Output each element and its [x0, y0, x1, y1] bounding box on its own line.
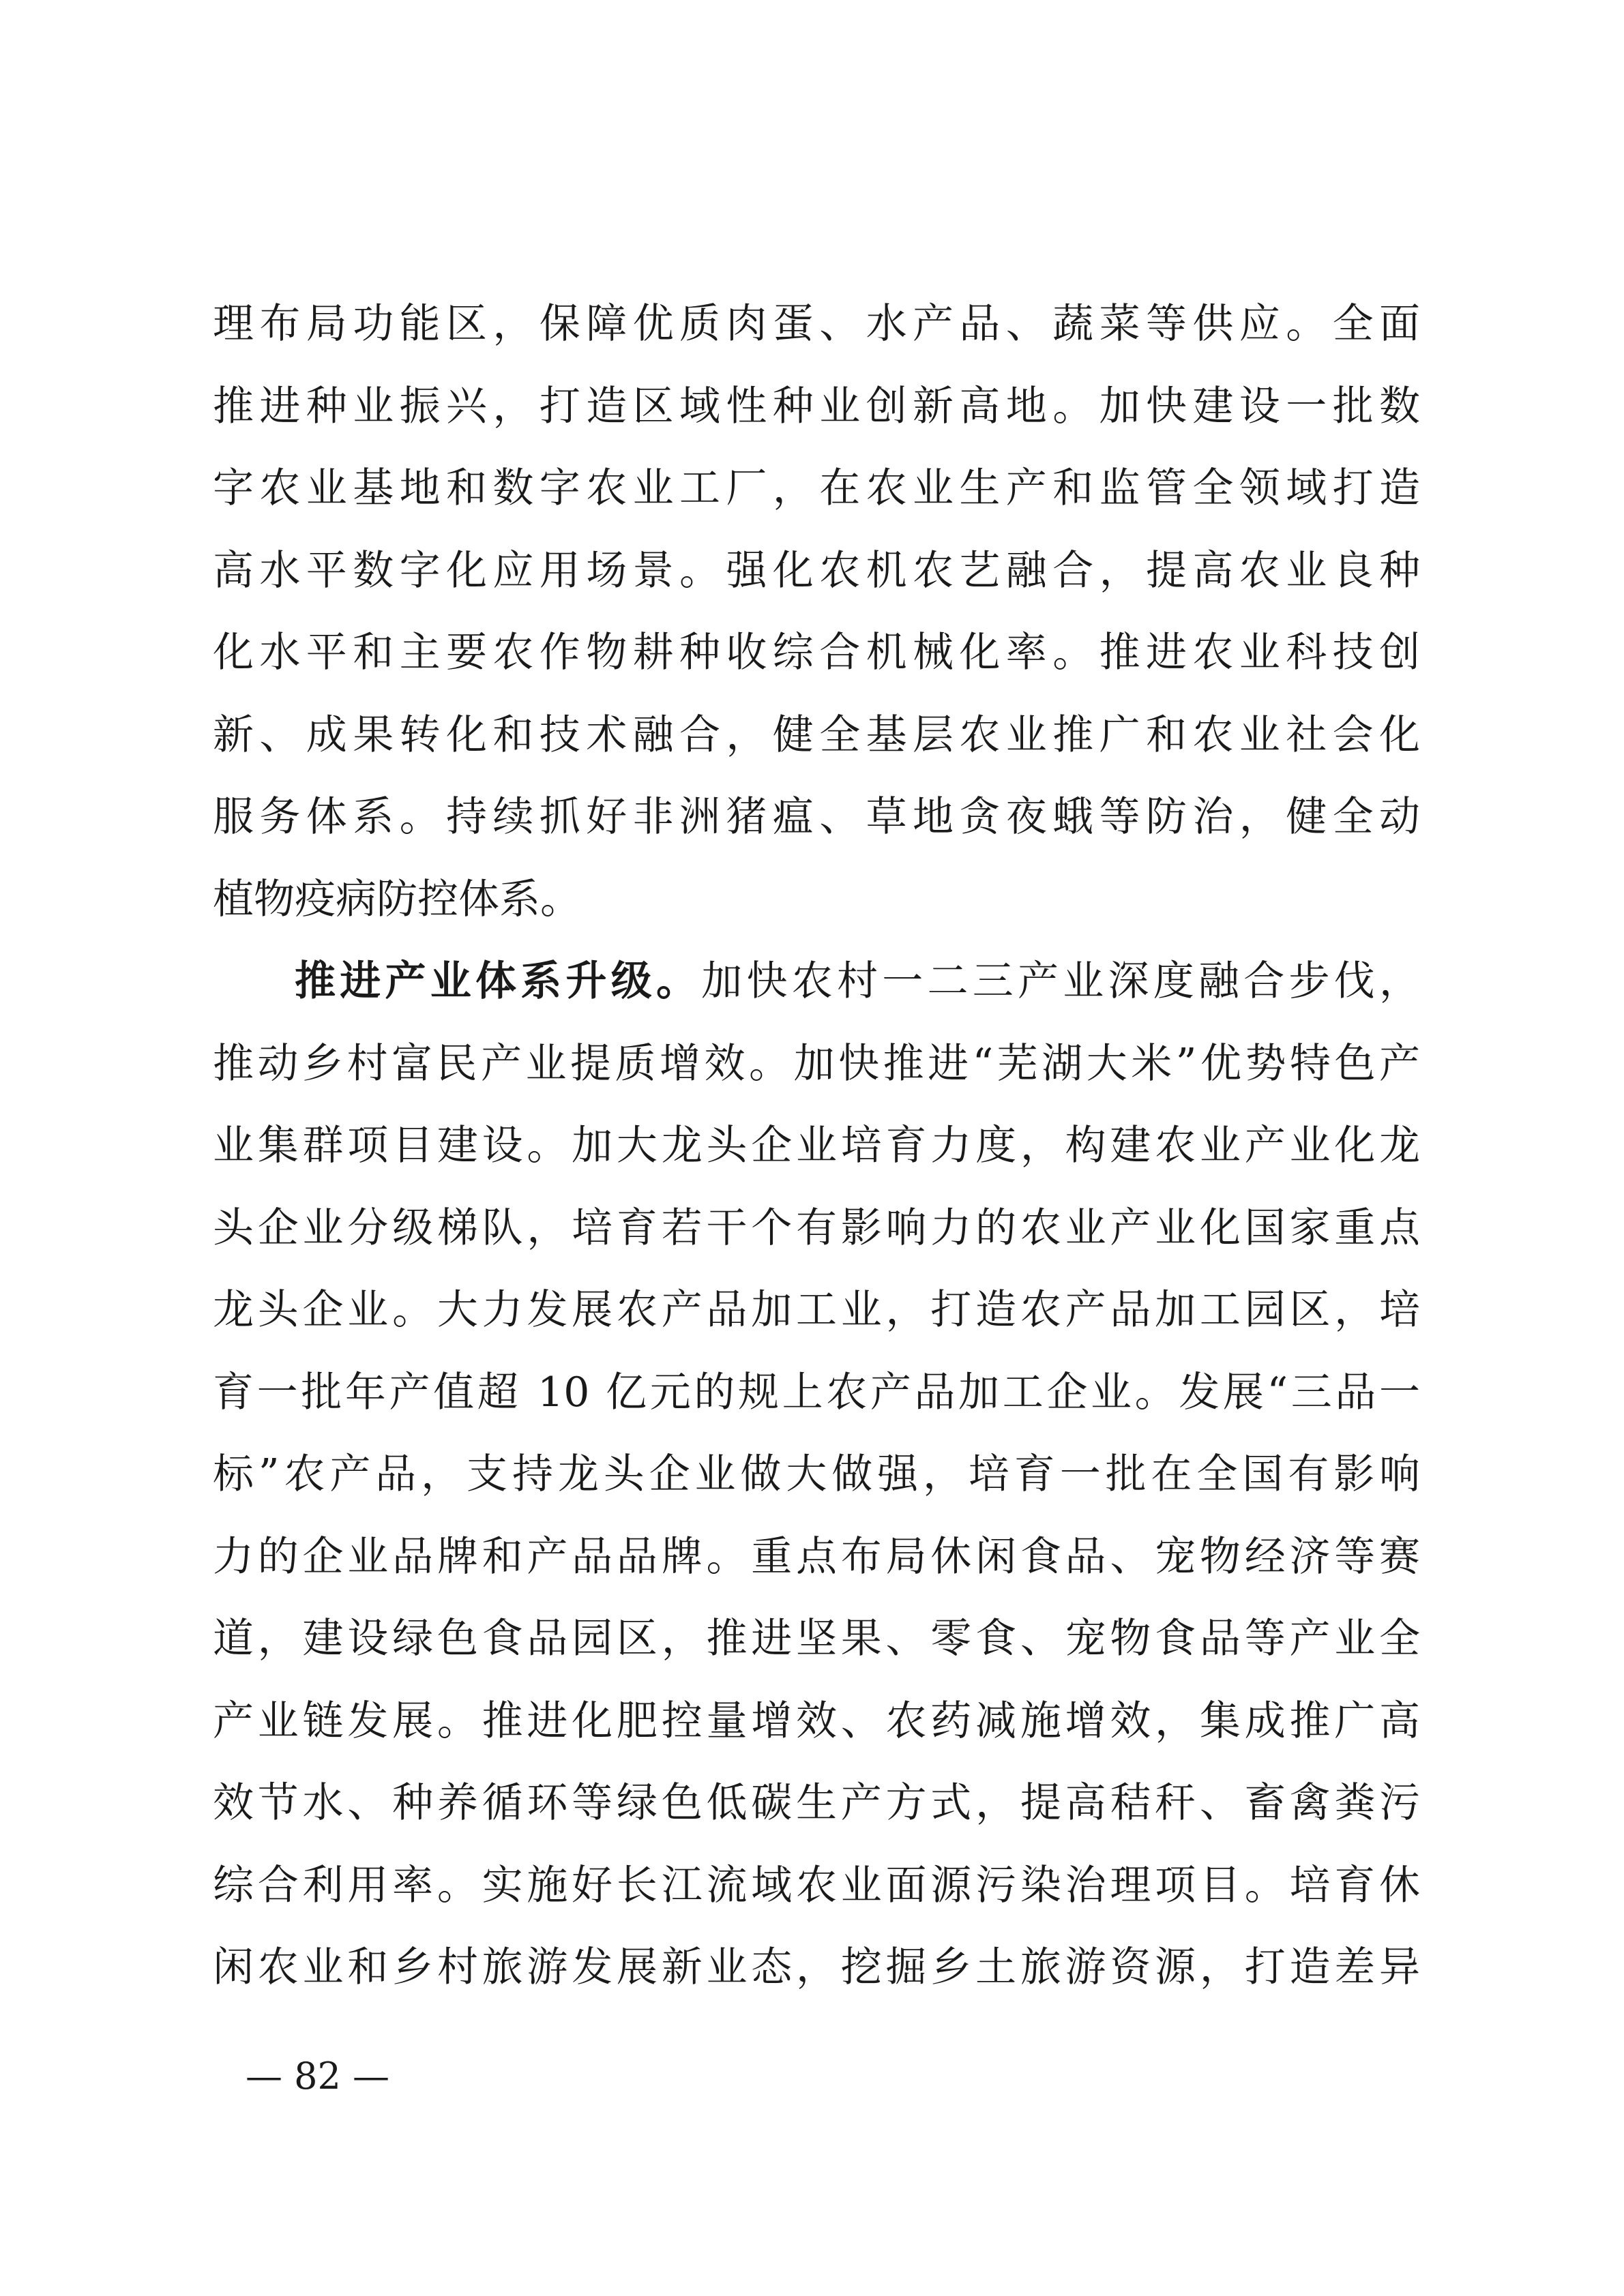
paragraph-line: 推进种业振兴，打造区域性种业创新高地。加快建设一批数	[213, 383, 1420, 430]
paragraph-line: 头企业分级梯队，培育若干个有影响力的农业产业化国家重点	[213, 1204, 1420, 1252]
paragraph-line: 龙头企业。大力发展农产品加工业，打造农产品加工园区，培	[213, 1286, 1420, 1334]
paragraph-line: 新、成果转化和技术融合，健全基层农业推广和农业社会化	[213, 711, 1420, 759]
paragraph-line: 化水平和主要农作物耕种收综合机械化率。推进农业科技创	[213, 629, 1420, 676]
page-number: — 82 —	[246, 2055, 390, 2098]
paragraph-line: 业集群项目建设。加大龙头企业培育力度，构建农业产业化龙	[213, 1122, 1420, 1169]
paragraph-line: 综合利用率。实施好长江流域农业面源污染治理项目。培育休	[213, 1862, 1420, 1909]
paragraph-line: 推动乡村富民产业提质增效。加快推进“芜湖大米”优势特色产	[213, 1040, 1420, 1088]
paragraph-line: 力的企业品牌和产品品牌。重点布局休闲食品、宠物经济等赛	[213, 1533, 1420, 1581]
paragraph-line: 闲农业和乡村旅游发展新业态，挖掘乡土旅游资源，打造差异	[213, 1943, 1420, 1991]
paragraph-line: 服务体系。持续抓好非洲猪瘟、草地贪夜蛾等防治，健全动	[213, 793, 1420, 841]
paragraph-first-line	[295, 940, 1420, 1022]
paragraph-line: 育一批年产值超 10 亿元的规上农产品加工企业。发展“三品一	[213, 1369, 1420, 1416]
paragraph-line: 道，建设绿色食品园区，推进坚果、零食、宠物食品等产业全	[213, 1615, 1420, 1663]
paragraph-line: 植物疫病防控体系。	[213, 876, 581, 923]
paragraph-line: 产业链发展。推进化肥控量增效、农药减施增效，集成推广高	[213, 1697, 1420, 1745]
paragraph-text: 加快农村一二三产业深度融合步伐，	[701, 957, 1420, 1005]
paragraph-line: 字农业基地和数字农业工厂，在农业生产和监管全领域打造	[213, 464, 1420, 512]
paragraph-line: 理布局功能区，保障优质肉蛋、水产品、蔬菜等供应。全面	[213, 300, 1420, 348]
paragraph-line: 效节水、种养循环等绿色低碳生产方式，提高秸秆、畜禽粪污	[213, 1779, 1420, 1827]
paragraph-line: 标”农产品，支持龙头企业做大做强，培育一批在全国有影响	[213, 1450, 1420, 1498]
paragraph-line: 高水平数字化应用场景。强化农机农艺融合，提高农业良种	[213, 547, 1420, 595]
section-heading: 推进产业体系升级。	[295, 957, 702, 1005]
